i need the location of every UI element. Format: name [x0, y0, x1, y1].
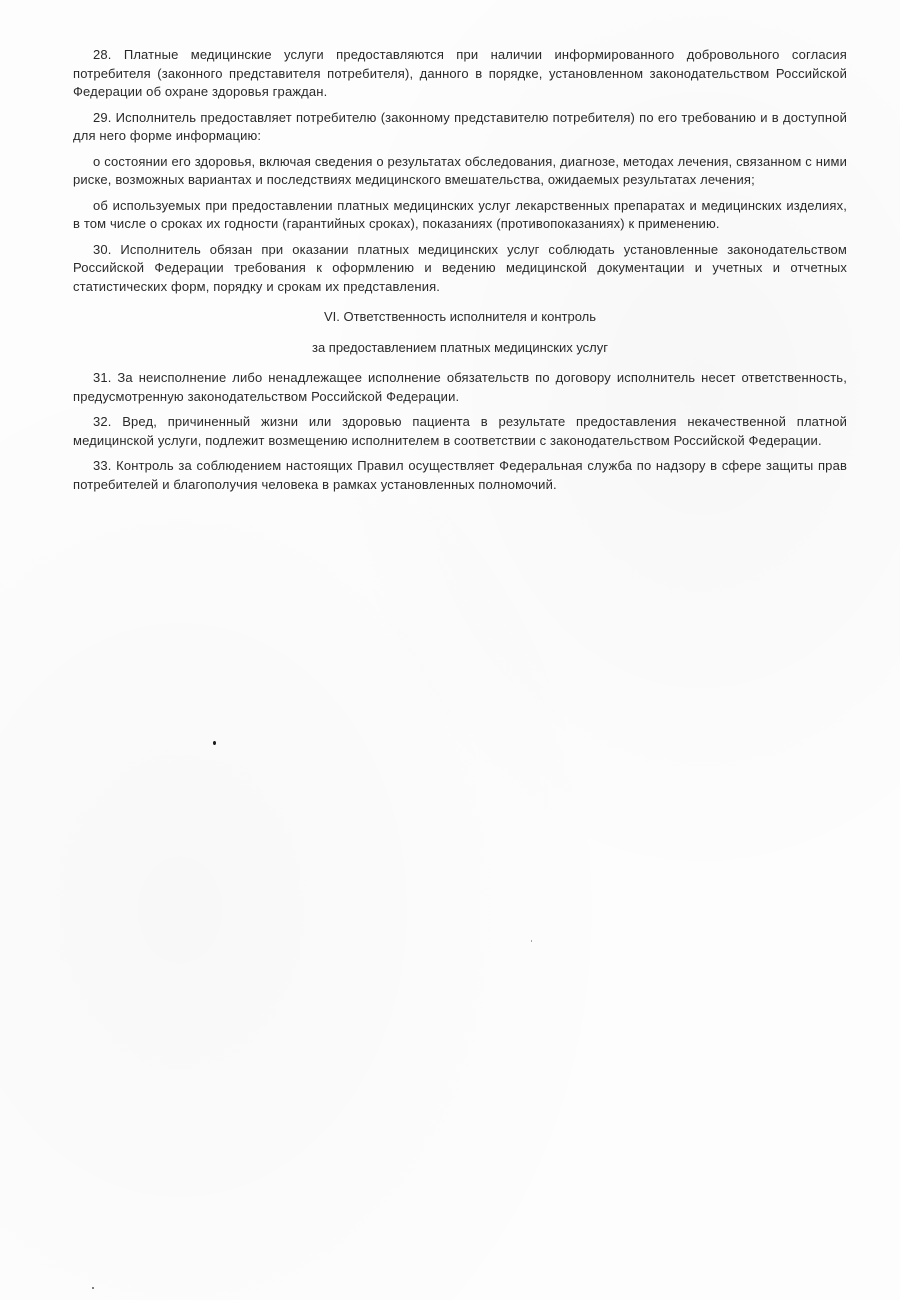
document-body — [73, 46, 847, 501]
paragraph-28: 28. Платные медицинские услуги предоставляются при наличии информированного добровольного согласия потребителя (законного представителя потребителя), данного в порядке, установленном законодательством Российской Федерации об охране здоровья граждан. — [73, 47, 847, 99]
section-heading-line-2: за предоставлением платных медицинских услуг — [311, 339, 609, 355]
paragraph-32: 32. Вред, причиненный жизни или здоровью пациента в результате предоставления некачественной платной медицинской услуги, подлежит возмещению исполнителем в соответствии с законодательством Российской Федерации. — [73, 414, 847, 448]
paragraph-33: 33. Контроль за соблюдением настоящих Правил осуществляет Федеральная служба по надзору в сфере защиты прав потребителей и благополучия человека в рамках установленных полномочий. — [73, 458, 847, 492]
paragraph-31: 31. За неисполнение либо ненадлежащее исполнение обязательств по договору исполнитель несет ответственность, предусмотренную законодательством Российской Федерации. — [73, 370, 847, 404]
paragraph-29-item-health: о состоянии его здоровья, включая сведения о результатах обследования, диагнозе, методах лечения, связанном с ними риске, возможных вариантах и последствиях медицинского вмешательства, ожидаемых результатах лечения; — [73, 153, 847, 187]
section-heading-line-1: VI. Ответственность исполнителя и контроль — [323, 309, 597, 324]
paragraph-29-item-drugs: об используемых при предоставлении платных медицинских услуг лекарственных препаратах и медицинских изделиях, в том числе о сроках их годности (гарантийных сроках), показаниях (противопоказаниях) к применению. — [73, 197, 847, 231]
paragraph-29: 29. Исполнитель предоставляет потребителю (законному представителю потребителя) по его требованию и в доступной для него форме информацию: — [73, 109, 847, 143]
paragraph-30: 30. Исполнитель обязан при оказании платных медицинских услуг соблюдать установленные законодательством Российской Федерации требования к оформлению и ведению медицинской документации и учетных и отчетных статистических форм, порядку и срокам их представления. — [73, 241, 847, 294]
scan-speck — [92, 1287, 94, 1289]
scan-speck — [213, 741, 216, 745]
scan-speck — [531, 940, 532, 942]
